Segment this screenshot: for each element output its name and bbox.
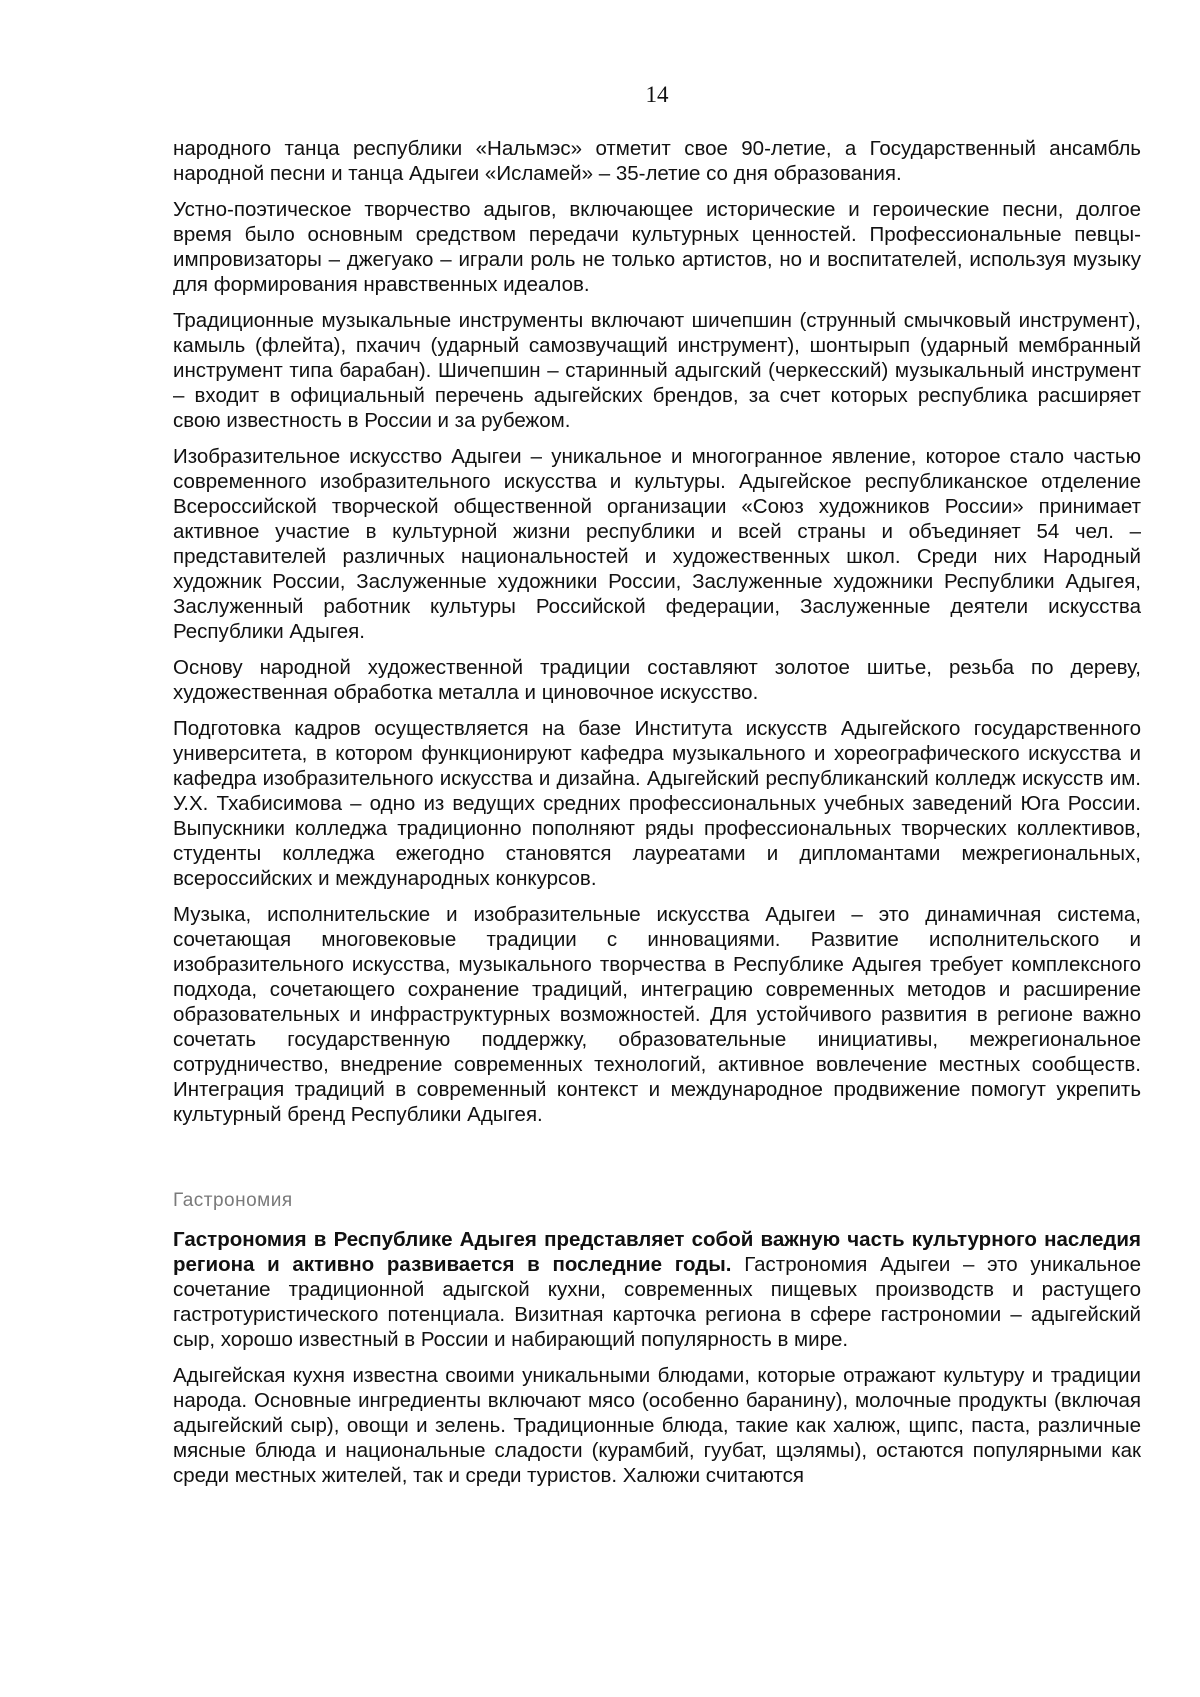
- paragraph-folk-art-tradition: Основу народной художественной традиции составляют золотое шитье, резьба по дереву, художественная обработка металла и циновочное искусство.: [173, 656, 1141, 704]
- page-number: 14: [645, 82, 669, 107]
- page-content: [173, 136, 1141, 1499]
- paragraph-oral-poetry: Устно-поэтическое творчество адыгов, включающее исторические и героические песни, долгое время было основным средством передачи культурных ценностей. Профессиональные певцы-импровизаторы – джегуако – играли роль не только артистов, но и воспитателей, используя музыку для формирования нравственных идеалов.: [173, 198, 1141, 296]
- paragraph-gastronomy-intro: [173, 1227, 1141, 1352]
- paragraph-staff-training: Подготовка кадров осуществляется на базе Института искусств Адыгейского государственного университета, в котором функционируют кафедра музыкального и хореографического искусства и кафедра изобразительного искусства и дизайна. Адыгейский республиканский колледж искусств им. У.Х. Тхабисимова – одно из ведущих средних профессиональных учебных заведений Юга России. Выпускники колледжа традиционно пополняют ряды профессиональных творческих коллективов, студенты колледжа ежегодно становятся лауреатами и дипломантами межрегиональных, всероссийских и международных конкурсов.: [173, 717, 1141, 890]
- section-heading-gastronomy: Гастрономия: [173, 1190, 293, 1211]
- gastronomy-lead-bold: Гастрономия в Республике Адыгея представляет собой важную часть культурного наследия региона и активно развивается в последние годы.: [173, 1228, 1141, 1276]
- paragraph-fine-arts: Изобразительное искусство Адыгеи – уникальное и многогранное явление, которое стало частью современного изобразительного искусства и культуры. Адыгейское республиканское отделение Всероссийской творческой общественной организации «Союз художников России» принимает активное участие в культурной жизни республики и всей страны и объединяет 54 чел. – представителей различных национальностей и художественных школ. Среди них Народный художник России, Заслуженные художники России, Заслуженные художники Республики Адыгея, Заслуженный работник культуры Российской федерации, Заслуженные деятели искусства Республики Адыгея.: [173, 445, 1141, 643]
- paragraph-adyghe-cuisine: Адыгейская кухня известна своими уникальными блюдами, которые отражают культуру и традиции народа. Основные ингредиенты включают мясо (особенно баранину), молочные продукты (включая адыгейский сыр), овощи и зелень. Традиционные блюда, такие как халюж, щипс, паста, различные мясные блюда и национальные сладости (курамбий, гуубат, щэлямы), остаются популярными как среди местных жителей, так и среди туристов. Халюжи считаются: [173, 1364, 1141, 1487]
- paragraph-dance-anniversary: народного танца республики «Нальмэс» отметит свое 90-летие, а Государственный ансамбль народной песни и танца Адыгеи «Исламей» – 35-летие со дня образования.: [173, 137, 1141, 185]
- gastronomy-lead-text: Гастрономия Адыгеи – это уникальное сочетание традиционной адыгской кухни, современных пищевых производств и растущего гастротуристического потенциала. Визитная карточка региона в сфере гастрономии – адыгейский сыр, хорошо известный в России и набирающий популярность в мире.: [173, 1253, 1142, 1351]
- paragraph-arts-summary: Музыка, исполнительские и изобразительные искусства Адыгеи – это динамичная система, сочетающая многовековые традиции с инновациями. Развитие исполнительского и изобразительного искусства, музыкального творчества в Республике Адыгея требует комплексного подхода, сочетающего сохранение традиций, интеграцию современных методов и расширение образовательных и инфраструктурных возможностей. Для устойчивого развития в регионе важно сочетать государственную поддержку, образовательные инициативы, межрегиональное сотрудничество, внедрение современных технологий, активное вовлечение местных сообществ. Интеграция традиций в современный контекст и международное продвижение помогут укрепить культурный бренд Республики Адыгея.: [173, 903, 1141, 1126]
- paragraph-musical-instruments: Традиционные музыкальные инструменты включают шичепшин (струнный смычковый инструмент), камыль (флейта), пхачич (ударный самозвучащий инструмент), шонтырып (ударный мембранный инструмент типа барабан). Шичепшин – старинный адыгский (черкесский) музыкальный инструмент – входит в официальный перечень адыгейских брендов, за счет которых республика расширяет свою известность в России и за рубежом.: [173, 309, 1141, 432]
